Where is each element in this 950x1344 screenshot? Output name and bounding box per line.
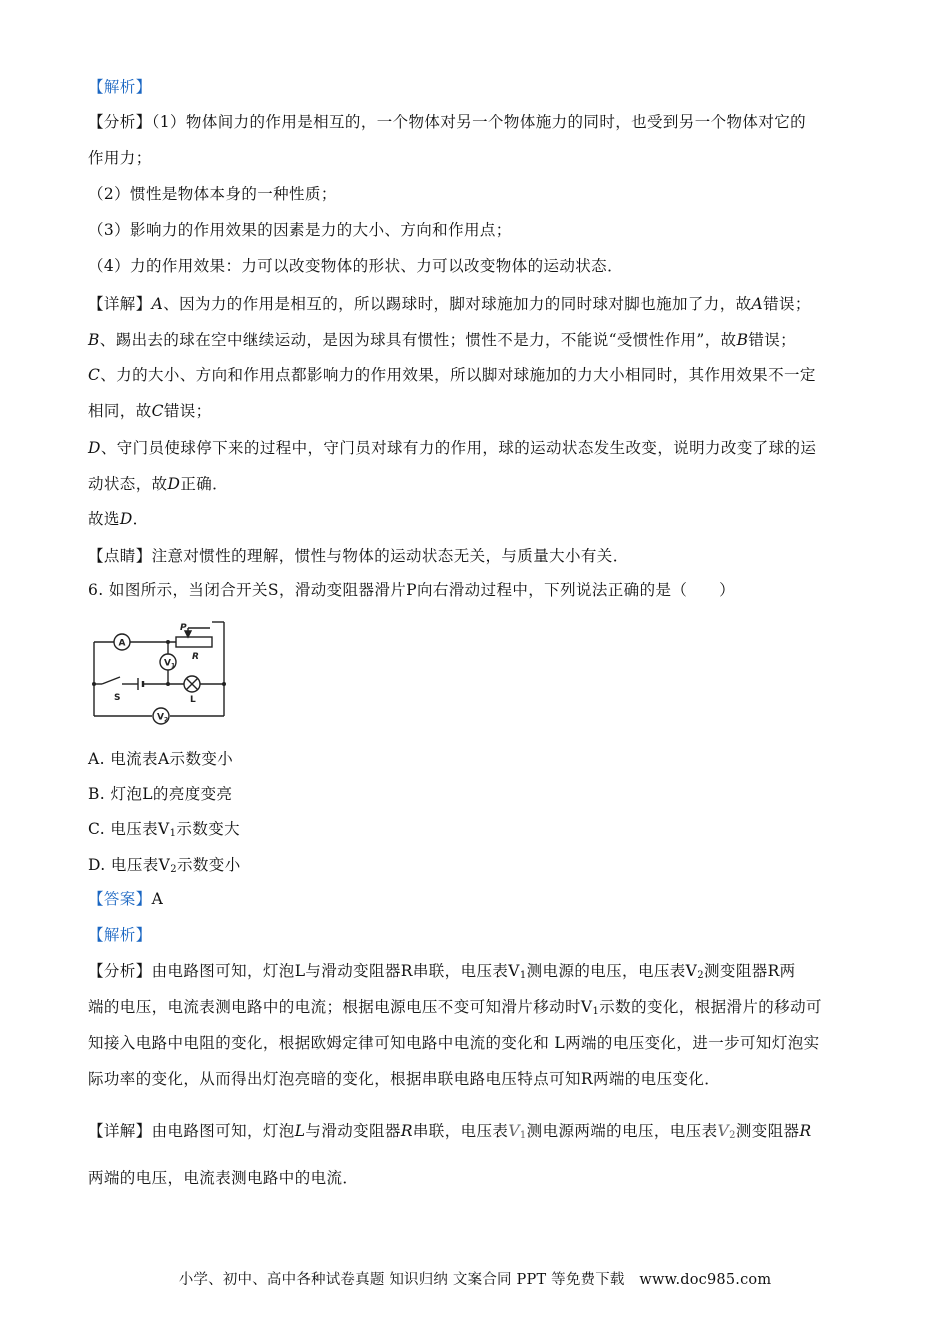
analysis-item-4: （4）力的作用效果：力可以改变物体的形状、力可以改变物体的运动状态． (88, 257, 623, 275)
analysis2-line-2: 端的电压，电流表测电路中的电流；根据电源电压不变可知滑片移动时$V_1$示数的变化，根据滑片的移动可 (88, 998, 822, 1017)
conclusion: 故选D． (88, 510, 149, 528)
detail-line-a: 【详解】A、因为力的作用是相互的，所以踢球时，脚对球施加力的同时球对脚也施加了力，故A错误； (88, 295, 811, 313)
analysis2-line-1: 【分析】由电路图可知，灯泡L与滑动变阻器R串联，电压表$V_1$测电源的电压，电压表$V_2$测变阻器R两 (88, 962, 796, 981)
switch-label: S (114, 693, 121, 703)
analysis2-line-3: 知接入电路中电阻的变化，根据欧姆定律可知电路中电流的变化和 L两端的电压变化，进一步可知灯泡实 (88, 1034, 820, 1052)
analysis-item-2: （2）惯性是物体本身的一种性质； (88, 185, 337, 203)
comment-line: 【点睛】注意对惯性的理解，惯性与物体的运动状态无关，与质量大小有关． (88, 547, 629, 565)
analysis-line-1: 【分析】（1）物体间力的作用是相互的，一个物体对另一个物体施力的同时，也受到另一个物体对它的 (88, 113, 807, 131)
resistor-label: R (192, 652, 199, 662)
detail-line-c2: 相同，故C错误； (88, 402, 212, 420)
analysis-line-2: 作用力； (88, 149, 152, 167)
lamp-label: L (190, 695, 196, 705)
ammeter-label: A (118, 638, 126, 649)
analysis-item-3: （3）影响力的作用效果的因素是力的大小、方向和作用点； (88, 221, 512, 239)
page-footer: 小学、初中、高中各种试卷真题 知识归纳 文案合同 PPT 等免费下载 www.doc985.com (178, 1272, 772, 1288)
option-c: C. 电压表$V_1$示数变大 (88, 820, 241, 839)
v1-label: $V_1$ (164, 658, 176, 670)
v2-label: $V_2$ (157, 712, 169, 724)
detail-line-b: B、踢出去的球在空中继续运动，是因为球具有惯性；惯性不是力，不能说“受惯性作用”，故B错误； (88, 331, 797, 349)
question-6: 6. 如图所示，当闭合开关S，滑动变阻器滑片P向右滑动过程中，下列说法正确的是（ ） (88, 581, 735, 599)
analysis2-line-4: 际功率的变化，从而得出灯泡亮暗的变化，根据串联电路电压特点可知R两端的电压变化． (88, 1070, 721, 1088)
detail-line-c: C、力的大小、方向和作用点都影响力的作用效果，所以脚对球施加的力大小相同时，其作用效果不一定 (88, 366, 816, 384)
option-a: A. 电流表A示数变小 (88, 750, 234, 768)
option-b: B. 灯泡L的亮度变亮 (88, 785, 233, 803)
slider-label: P (180, 623, 187, 633)
detail2-line-2: 两端的电压，电流表测电路中的电流． (88, 1169, 359, 1187)
answer: 【答案】A (88, 890, 164, 908)
option-d: D. 电压表$V_2$示数变小 (88, 856, 241, 875)
section-tag-analysis-2: 【解析】 (88, 926, 152, 944)
section-tag-analysis: 【解析】 (88, 78, 152, 96)
detail-line-d2: 动状态，故D正确． (88, 475, 229, 493)
detail2-line-1: 【详解】由电路图可知，灯泡L与滑动变阻器R串联，电压表$V_1$测电源两端的电压，电压表$V_2$测变阻器R (88, 1122, 812, 1141)
circuit-diagram (88, 618, 232, 726)
detail-line-d: D、守门员使球停下来的过程中，守门员对球有力的作用，球的运动状态发生改变，说明力改变了球的运 (88, 439, 817, 457)
